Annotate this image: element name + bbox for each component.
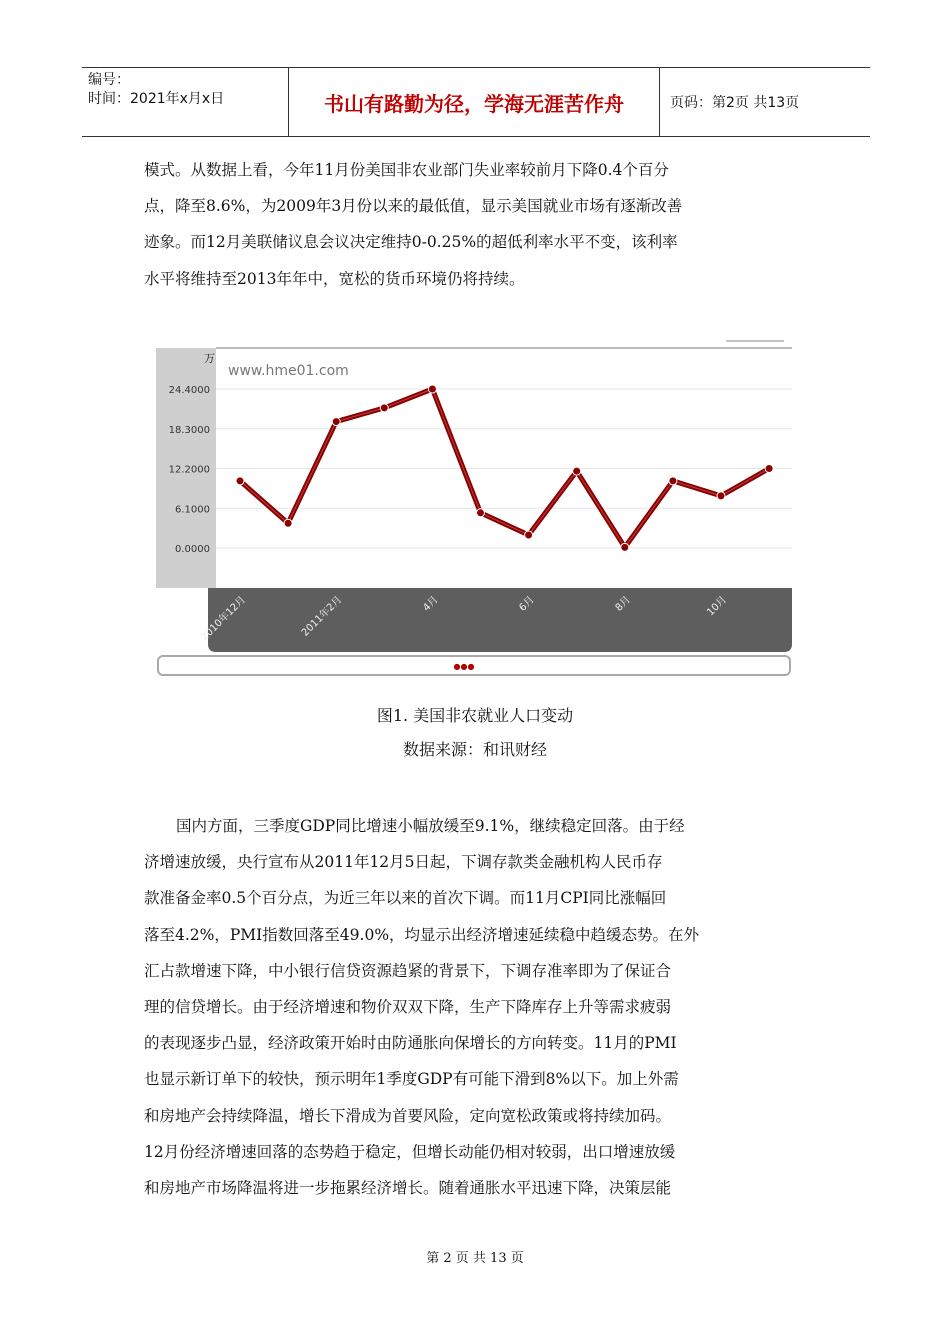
text-line: 理的信贷增长。由于经济增速和物价双双下降，生产下降库存上升等需求疲弱 [144, 998, 672, 1017]
data-point [765, 465, 773, 473]
x-axis-band [208, 588, 792, 652]
x-tick-label: 10月 [705, 594, 730, 619]
text-line: 的表现逐步凸显，经济政策开始时由防通胀向保增长的方向转变。11月的PMI [144, 1034, 677, 1053]
text-line: 国内方面，三季度GDP同比增速小幅放缓至9.1%，继续稳定回落。由于经 [176, 817, 685, 835]
date-label: 时间：2021年x月x日 [88, 91, 225, 107]
header-motto: 书山有路勤为径，学海无涯苦作舟 [289, 68, 660, 136]
header-left-cell [82, 68, 289, 136]
data-point [717, 492, 725, 500]
text-line: 也显示新订单下的较快，预示明年1季度GDP有可能下滑到8%以下。加上外需 [144, 1070, 679, 1089]
text-line: 落至4.2%，PMI指数回落至49.0%，均显示出经济增速延续稳中趋缓态势。在外 [144, 925, 700, 944]
x-tick-label: 6月 [517, 594, 537, 614]
text-line: 迹象。而12月美联储议息会议决定维持0-0.25%的超低利率水平不变，该利率 [144, 233, 678, 252]
data-point [573, 467, 581, 475]
data-point [428, 385, 436, 393]
x-tick-label: 8月 [613, 594, 633, 614]
data-point [284, 519, 292, 527]
y-tick-label: 12.2000 [168, 464, 210, 476]
data-point [380, 404, 388, 412]
text-line: 和房地产会持续降温，增长下滑成为首要风险，定向宽松政策或将持续加码。 [144, 1106, 672, 1125]
data-point [525, 531, 533, 539]
text-line: 12月份经济增速回落的态势趋于稳定，但增长动能仍相对较弱，出口增速放缓 [144, 1142, 676, 1161]
data-point [621, 543, 629, 551]
y-tick-label: 0.0000 [175, 544, 210, 555]
page-footer: 第 2 页 共 13 页 [426, 1251, 524, 1266]
navigator-dots: ●●● [453, 662, 475, 671]
chart-svg [156, 338, 792, 678]
x-tick-label: 4月 [421, 594, 441, 614]
number-label: 编号： [88, 72, 130, 88]
text-line: 模式。从数据上看，今年11月份美国非农业部门失业率较前月下降0.4个百分 [144, 161, 669, 179]
text-line: 点，降至8.6%，为2009年3月份以来的最低值，显示美国就业市场有逐渐改善 [144, 197, 683, 216]
x-tick-label: 2011年2月 [299, 594, 345, 639]
data-point [236, 477, 244, 485]
data-point [332, 418, 340, 426]
paragraph-domestic-economy [144, 808, 812, 1206]
figure-caption: 图1. 美国非农就业人口变动 [376, 706, 574, 725]
text-line: 济增速放缓，央行宣布从2011年12月5日起，下调存款类金融机构人民币存 [144, 853, 663, 872]
header-page-info: 页码：第2页 共13页 [670, 95, 800, 111]
paragraph-us-employment [144, 152, 812, 297]
x-tick-label: 2010年12月 [199, 594, 249, 644]
y-tick-label: 6.1000 [175, 504, 210, 516]
text-line: 水平将维持至2013年年中，宽松的货币环境仍将持续。 [144, 269, 525, 288]
document-header [82, 67, 870, 137]
data-point [669, 477, 677, 485]
watermark: www.hme01.com [228, 363, 349, 379]
text-line: 款准备金率0.5个百分点，为近三年以来的首次下调。而11月CPI同比涨幅回 [144, 889, 667, 908]
y-tick-label: 18.3000 [168, 424, 210, 436]
text-line: 和房地产市场降温将进一步拖累经济增长。随着通胀水平迅速下降，决策层能 [144, 1179, 672, 1198]
nonfarm-payroll-chart [156, 338, 792, 678]
data-point [477, 509, 485, 517]
y-tick-label: 24.4000 [168, 385, 210, 396]
y-unit-label: 万 [204, 352, 215, 365]
source-caption: 数据来源：和讯财经 [402, 740, 547, 759]
text-line: 汇占款增速下降，中小银行信贷资源趋紧的背景下，下调存准率即为了保证合 [144, 961, 672, 980]
